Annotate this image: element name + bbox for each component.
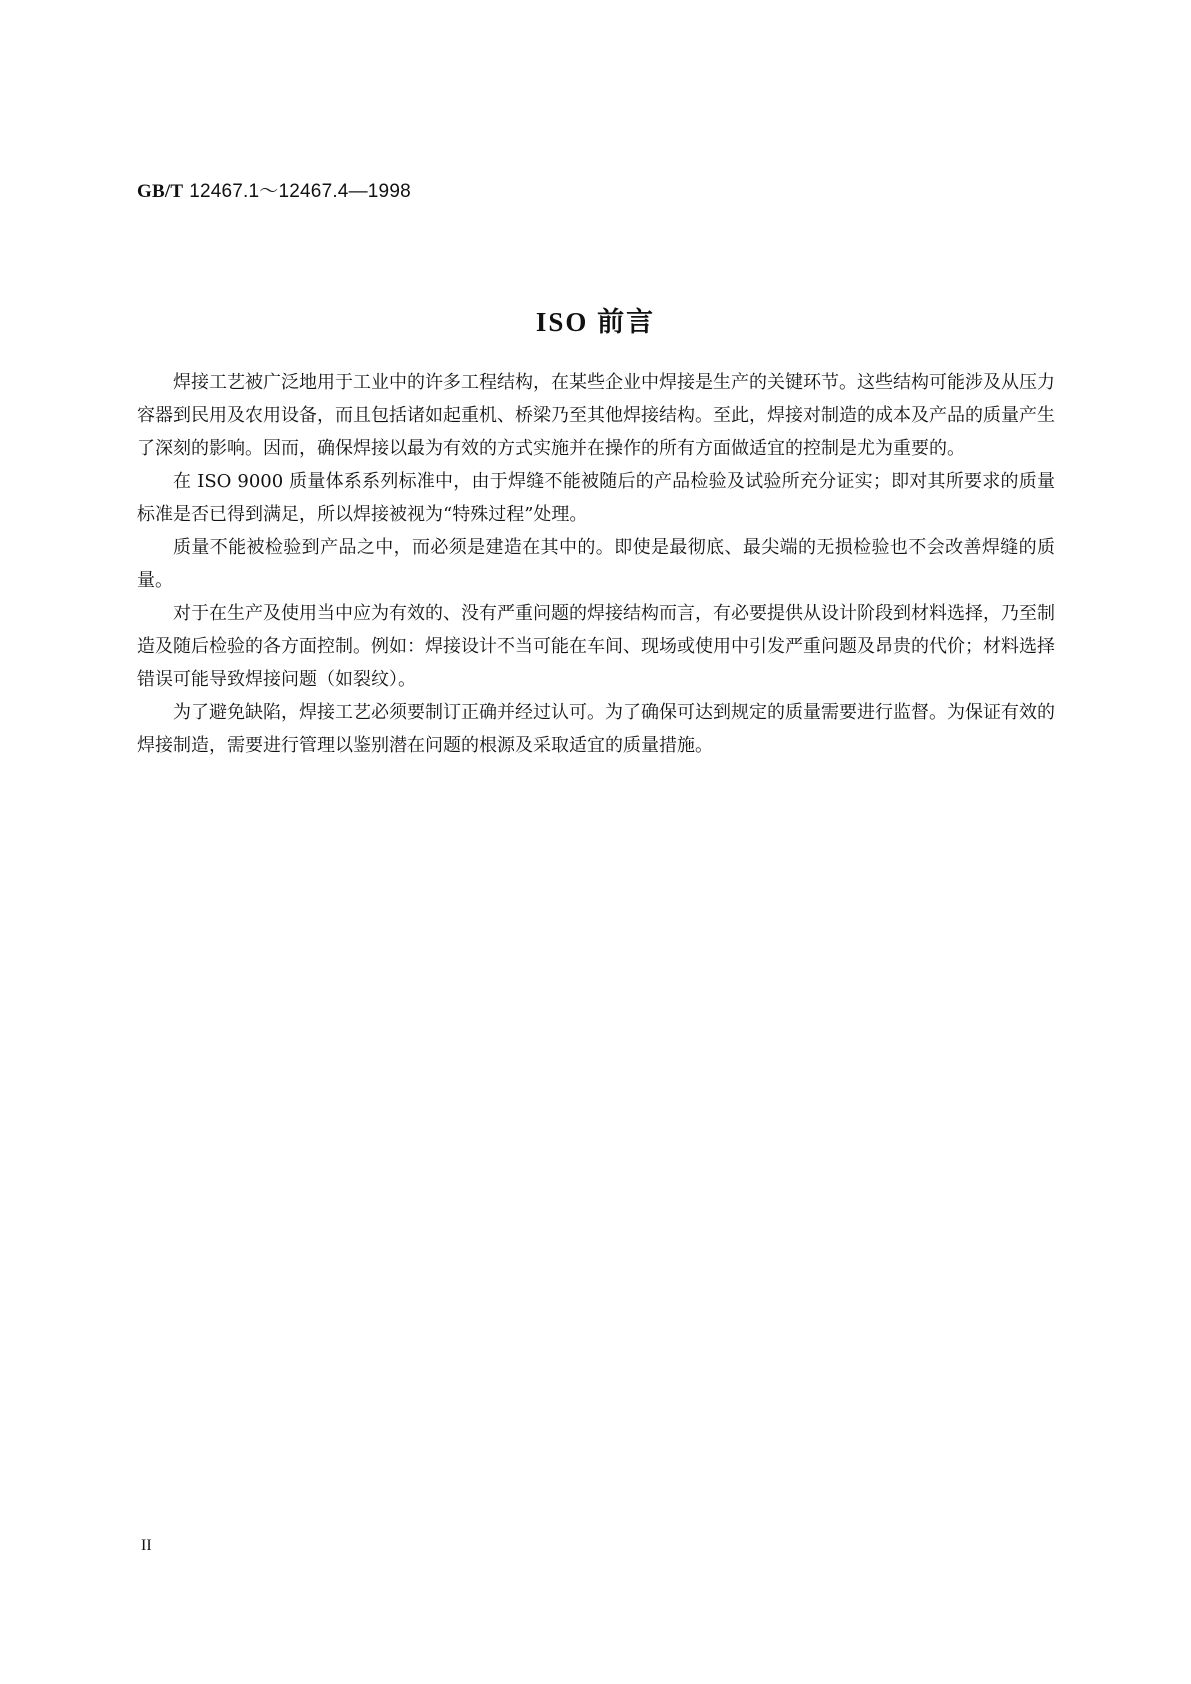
paragraph: 对于在生产及使用当中应为有效的、没有严重问题的焊接结构而言，有必要提供从设计阶段到材料选择，乃至制造及随后检验的各方面控制。例如：焊接设计不当可能在车间、现场或使用中引发严重问题及昂贵的代价；材料选择错误可能导致焊接问题（如裂纹）。 <box>137 603 1055 690</box>
standard-number: 12467.1～12467.4—1998 <box>189 181 411 202</box>
page-number: II <box>141 1537 152 1554</box>
standard-code: GB/T <box>137 181 184 202</box>
body-text <box>137 366 1055 762</box>
standard-header <box>137 176 411 203</box>
paragraph: 为了避免缺陷，焊接工艺必须要制订正确并经过认可。为了确保可达到规定的质量需要进行监督。为保证有效的焊接制造，需要进行管理以鉴别潜在问题的根源及采取适宜的质量措施。 <box>137 702 1055 756</box>
paragraph: 质量不能被检验到产品之中，而必须是建造在其中的。即使是最彻底、最尖端的无损检验也不会改善焊缝的质量。 <box>137 537 1055 591</box>
paragraph: 焊接工艺被广泛地用于工业中的许多工程结构，在某些企业中焊接是生产的关键环节。这些结构可能涉及从压力容器到民用及农用设备，而且包括诸如起重机、桥梁乃至其他焊接结构。至此，焊接对制造的成本及产品的质量产生了深刻的影响。因而，确保焊接以最为有效的方式实施并在操作的所有方面做适宜的控制是尤为重要的。 <box>137 372 1055 459</box>
page-title: ISO 前言 <box>535 307 656 337</box>
paragraph: 在 ISO 9000 质量体系系列标准中，由于焊缝不能被随后的产品检验及试验所充分证实；即对其所要求的质量标准是否已得到满足，所以焊接被视为“特殊过程”处理。 <box>137 471 1055 525</box>
